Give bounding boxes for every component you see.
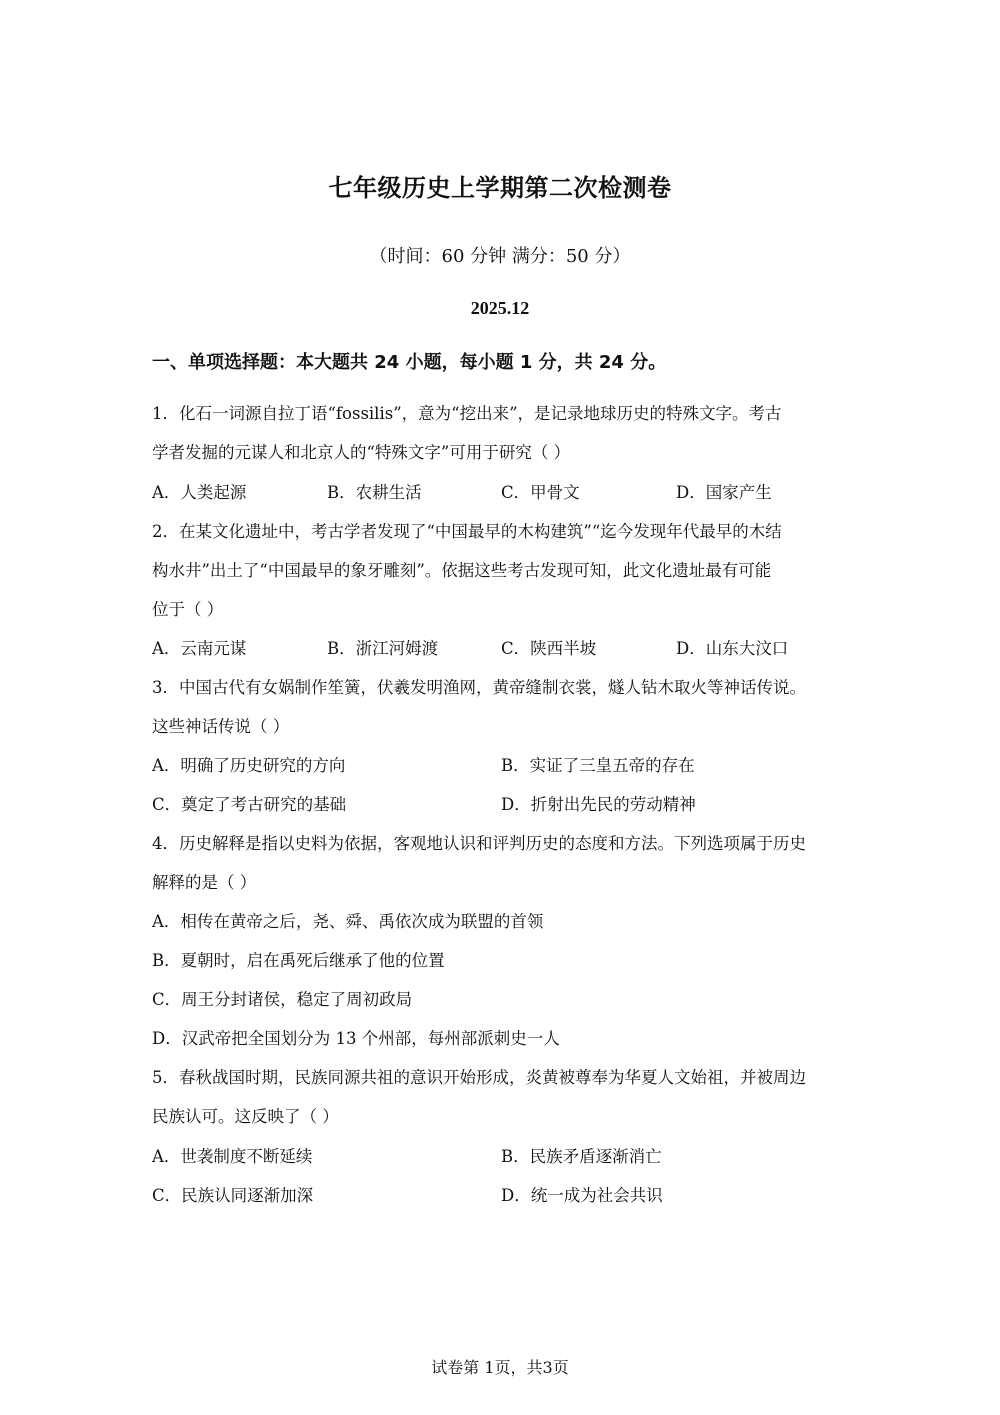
- question-2-option-a: A．云南元谋: [152, 639, 247, 658]
- question-5-line-2: 民族认可。这反映了（ ）: [152, 1107, 339, 1126]
- question-2-option-c: C．陕西半坡: [501, 639, 597, 658]
- question-3-option-a: A．明确了历史研究的方向: [152, 756, 346, 775]
- question-2-line-3: 位于（ ）: [152, 600, 224, 619]
- question-1-line-1: 1．化石一词源自拉丁语“fossilis”，意为“挖出来”，是记录地球历史的特殊文字。考古: [152, 404, 782, 423]
- question-5-option-b: B．民族矛盾逐渐消亡: [501, 1147, 662, 1166]
- question-2-option-d: D．山东大汶口: [676, 639, 789, 658]
- question-2-line-1: 2．在某文化遗址中，考古学者发现了“中国最早的木构建筑”“迄今发现年代最早的木结: [152, 522, 782, 541]
- question-5-option-d: D．统一成为社会共识: [501, 1186, 663, 1205]
- question-3-option-b: B．实证了三皇五帝的存在: [501, 756, 695, 775]
- question-1-option-d: D．国家产生: [676, 483, 772, 502]
- question-1-option-a: A．人类起源: [152, 483, 247, 502]
- question-5-option-a: A．世袭制度不断延续: [152, 1147, 313, 1166]
- question-4-line-2: 解释的是（ ）: [152, 873, 257, 892]
- exam-time-score: （时间：60 分钟 满分：50 分）: [369, 246, 631, 267]
- exam-title: 七年级历史上学期第二次检测卷: [328, 174, 672, 202]
- question-3-option-d: D．折射出先民的劳动精神: [501, 795, 696, 814]
- question-5-option-c: C．民族认同逐渐加深: [152, 1186, 314, 1205]
- question-4-option-c: C．周王分封诸侯，稳定了周初政局: [152, 990, 413, 1009]
- question-4-option-b: B．夏朝时，启在禹死后继承了他的位置: [152, 951, 445, 970]
- question-5-line-1: 5．春秋战国时期，民族同源共祖的意识开始形成，炎黄被尊奉为华夏人文始祖，并被周边: [152, 1068, 806, 1087]
- question-3-option-c: C．奠定了考古研究的基础: [152, 795, 347, 814]
- question-4-line-1: 4．历史解释是指以史料为依据，客观地认识和评判历史的态度和方法。下列选项属于历史: [152, 834, 806, 853]
- question-4-option-a: A．相传在黄帝之后，尧、舜、禹依次成为联盟的首领: [152, 912, 544, 931]
- exam-date: 2025.12: [470, 298, 530, 318]
- question-1-line-2: 学者发掘的元谋人和北京人的“特殊文字”可用于研究（ ）: [152, 443, 571, 462]
- question-3-line-2: 这些神话传说（ ）: [152, 717, 290, 736]
- question-4-option-d: D．汉武帝把全国划分为 13 个州部，每州部派刺史一人: [152, 1029, 560, 1048]
- page-footer: 试卷第 1页，共3页: [431, 1358, 569, 1377]
- question-2-option-b: B．浙江河姆渡: [327, 639, 439, 658]
- question-2-line-2: 构水井”出土了“中国最早的象牙雕刻”。依据这些考古发现可知，此文化遗址最有可能: [152, 561, 772, 580]
- question-1-option-c: C．甲骨文: [501, 483, 580, 502]
- question-1-option-b: B．农耕生活: [327, 483, 422, 502]
- section-heading: 一、单项选择题：本大题共 24 小题，每小题 1 分，共 24 分。: [152, 352, 667, 373]
- question-3-line-1: 3．中国古代有女娲制作笙簧，伏羲发明渔网，黄帝缝制衣裳，燧人钻木取火等神话传说。: [152, 678, 806, 697]
